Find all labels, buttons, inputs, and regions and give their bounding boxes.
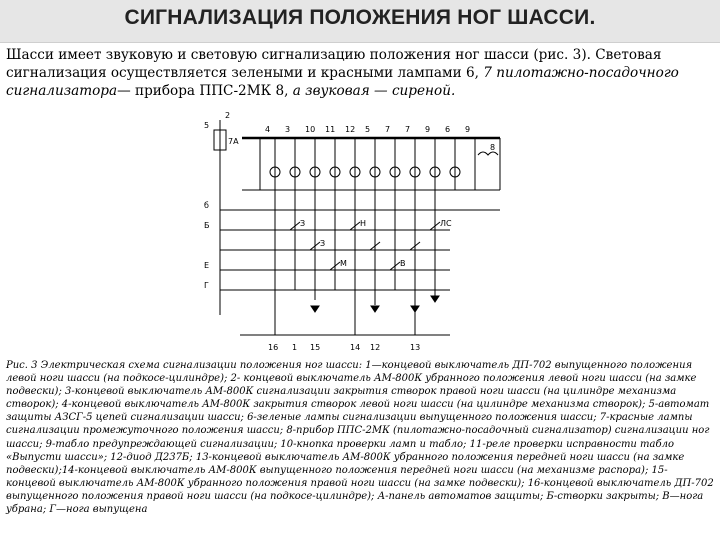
top-label-5: 5 [365,125,371,134]
bottom-label-15: 15 [310,343,321,352]
top-label-3: 3 [285,125,291,134]
side-label-5: 5 [204,121,210,130]
intro-text-1: Шасси имеет звуковую и световую сигнализацию положения ног шасси (рис. 3). Световая сигнализация осуществляется зелеными и красными лампами 6, [6,47,662,81]
bottom-label-12: 12 [370,343,381,352]
top-label-7a: 7 [385,125,391,134]
side-label-b: Б [204,221,210,230]
switch-letter-3: М [340,259,347,268]
top-label-11: 11 [325,125,336,134]
intro-text-3: — прибора ППС-2МК 8, [117,83,293,99]
intro-text-4: а звуковая — сиреной. [292,83,456,99]
side-label-e: Е [204,261,210,270]
top-label-4: 4 [265,125,271,134]
bottom-label-14: 14 [350,343,361,352]
top-label-10: 10 [305,125,316,134]
switch-letter-6: ЛС [440,219,452,228]
top-label-2: 2 [225,111,231,120]
switch-letter-1: З [300,219,306,228]
top-label-9a: 9 [425,125,431,134]
bottom-label-1: 1 [292,343,298,352]
bottom-label-13: 13 [410,343,421,352]
figure-caption: Рис. 3 Электрическая схема сигнализации положения ног шасси: 1—концевой выключатель ДП-702 выпущенного положения левой ноги шасси (на подкосе-цилиндре); 2- концевой выключатель АМ-800К убранного положения левой ноги шасси (на замке подвески); 3-концевой выключатель АМ-800К сигнализации закрытия створок правой ноги шасси (на цилиндре механизма створок); 4-концевой выключатель АМ-800К закрытия створок левой ноги шасси (на цилиндре механизма створок); 5-автомат защиты АЗСГ-5 цепей сигнализации шасси; 6-зеленые лампы сигнализации выпущенного положения шасси; 7-красные лампы сигнализации промежуточного положения шасси; 8-прибор ППС-2МК (пилотажно-посадочный сигнализатор) сигнализации ног шасси; 9-табло предупреждающей сигнализации; 10-кнопка проверки ламп и табло; 11-реле проверки исправности табло «Выпусти шасси»; 12-диод Д237Б; 13-концевой выключатель АМ-800К убранного положения передней ноги шасси (на замке подвески);14-концевой выключатель АМ-800К выпущенного положения передней ноги шасси (на механизме распора); 15-концевой выключатель АМ-800К убранного положения правой ноги шасси (на замке подвески); 16-концевой выключатель ДП-702 выпущенного положения правой ноги шасси (на подкосе-цилиндре); А-панель автоматов защиты; Б-створки закрыты; В—нога убрана; Г—нога выпущена [6,360,714,516]
switch-letter-4: Н [360,219,367,228]
top-label-7b: 7 [405,125,411,134]
bottom-label-16: 16 [268,343,279,352]
switch-letter-2: З [320,239,326,248]
page-title: СИГНАЛИЗАЦИЯ ПОЛОЖЕНИЯ НОГ ШАССИ. [124,6,596,29]
top-label-9b: 9 [465,125,471,134]
siren-label: 8 [490,143,496,152]
intro-text-2: 7 пилотажно-посадочного сигнализатора [6,65,679,99]
top-label-12: 12 [345,125,356,134]
wiring-diagram-svg [200,110,510,355]
switch-letter-5: В [400,259,406,268]
side-label-7a: 7A [228,137,239,146]
wiring-diagram [200,110,510,355]
top-label-6: 6 [445,125,451,134]
side-label-b-small: б [204,201,209,210]
side-label-g: Г [204,281,209,290]
intro-paragraph [6,46,714,100]
